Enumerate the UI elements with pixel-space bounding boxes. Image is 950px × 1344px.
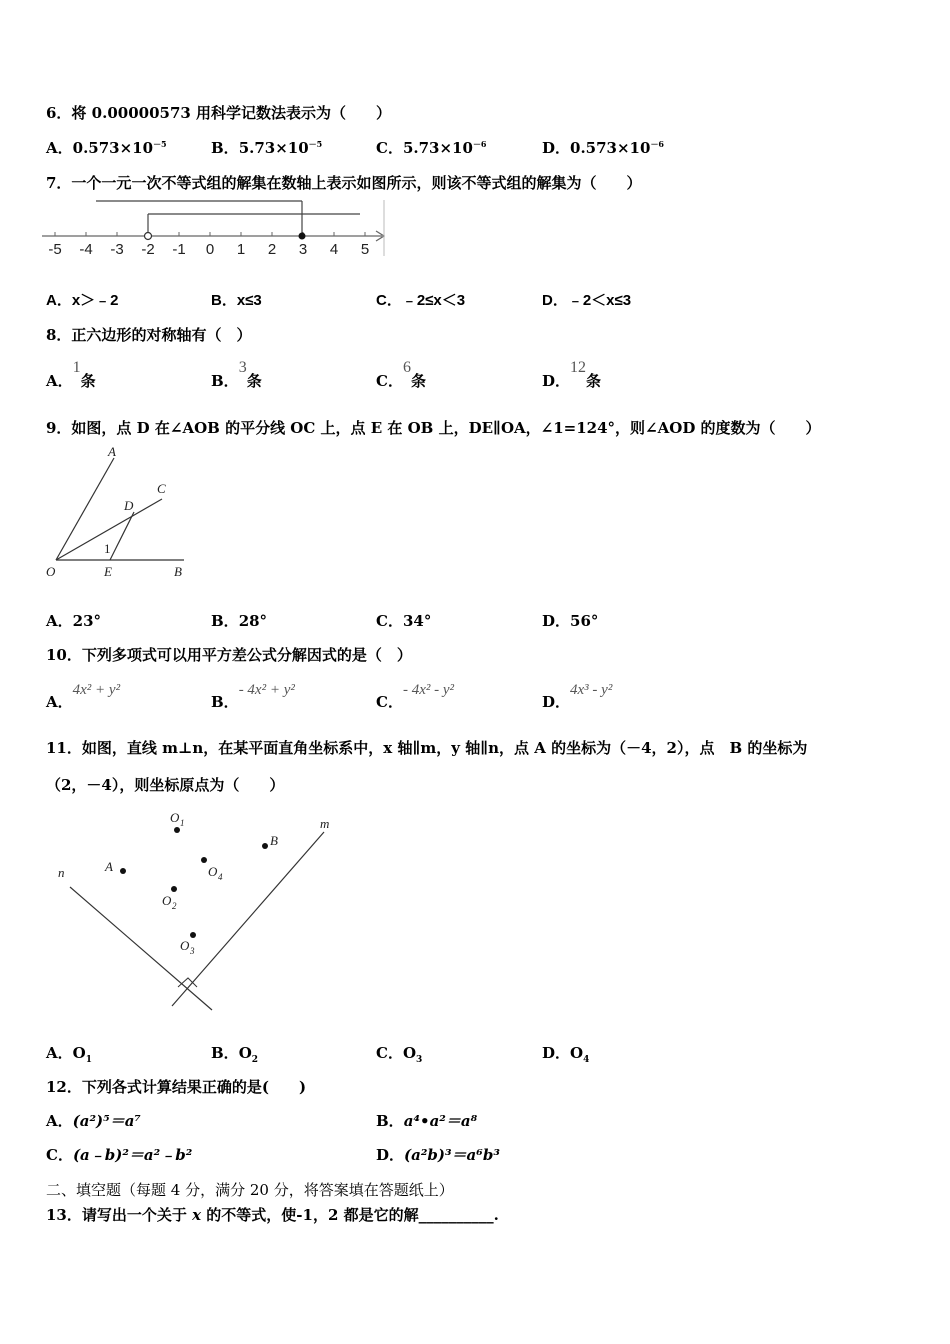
q7-stem: 7．一个一元一次不等式组的解集在数轴上表示如图所示，则该不等式组的解集为（ ） bbox=[46, 174, 642, 192]
q7-tick-label: 1 bbox=[236, 241, 246, 258]
q7-tick-label: 3 bbox=[298, 241, 308, 258]
q11-point-o3 bbox=[190, 932, 196, 938]
q11-label-a: A bbox=[105, 859, 113, 874]
q11-point-o4 bbox=[201, 857, 207, 863]
q11-stem-line2: （2，－4），则坐标原点为（ ） bbox=[46, 776, 285, 794]
q6-option-d: D．$0.573\times 10^{-6}$ bbox=[542, 139, 665, 157]
q11-point-a bbox=[120, 868, 126, 874]
q7-option-b: B．x≤3 bbox=[211, 292, 262, 309]
q9-label-1: 1 bbox=[104, 541, 111, 556]
q12-option-d: D．(a²b)³＝a⁶b³ bbox=[376, 1146, 500, 1164]
q11-label-m: m bbox=[320, 816, 330, 831]
q8-option-b: B．3条 bbox=[211, 359, 262, 390]
q10-stem: 10．下列多项式可以用平方差公式分解因式的是（ ） bbox=[46, 646, 412, 664]
q7-tick-label: -3 bbox=[110, 241, 124, 258]
q11-label-o3: O bbox=[180, 938, 190, 953]
q7-tick-label: -4 bbox=[79, 241, 93, 258]
q7-open-point bbox=[145, 233, 152, 240]
q11-label-n: n bbox=[58, 865, 65, 880]
q11-point-b bbox=[262, 843, 268, 849]
q9-label-a: A bbox=[108, 444, 116, 459]
q8-stem: 8．正六边形的对称轴有（ ） bbox=[46, 326, 252, 344]
q8-option-a: A．1条 bbox=[46, 359, 96, 390]
q11-label-o1: O bbox=[170, 810, 180, 825]
section-2-title: 二、填空题（每题 4 分，满分 20 分，将答案填在答题纸上） bbox=[46, 1181, 454, 1199]
q9-label-o: O bbox=[46, 564, 56, 579]
q12-option-a: A．(a²)⁵＝a⁷ bbox=[46, 1112, 141, 1130]
q10-option-b: B．- 4x² + y² bbox=[211, 682, 295, 711]
q7-option-c: C．﹣2≤x＜3 bbox=[376, 292, 466, 309]
q11-stem-line1: 11．如图，直线 m⊥n，在某平面直角坐标系中，x 轴∥m，y 轴∥n，点 A 的坐标为（－4，2），点 B 的坐标为 bbox=[46, 739, 808, 757]
q11-label-b: B bbox=[270, 833, 278, 848]
q11-sub-1: 1 bbox=[180, 818, 185, 828]
q11-sub-4: 4 bbox=[218, 872, 223, 882]
q11-option-d: D．$O_4$ bbox=[542, 1044, 590, 1065]
q9-option-d: D．56° bbox=[542, 612, 599, 630]
q11-option-a: A．$O_1$ bbox=[46, 1044, 92, 1065]
q7-tick-label: -2 bbox=[141, 241, 155, 258]
q6-option-c: C．$5.73\times 10^{-6}$ bbox=[376, 139, 487, 157]
q7-option-a: A．x＞﹣2 bbox=[46, 292, 119, 309]
q6-option-b: B．$5.73\times 10^{-5}$ bbox=[211, 139, 323, 157]
q13-answer-blank[interactable]: __________ bbox=[418, 1206, 494, 1224]
q8-option-d: D．12条 bbox=[542, 359, 602, 390]
q7-tick-label: 5 bbox=[360, 241, 370, 258]
q9-label-b: B bbox=[174, 564, 182, 579]
q8-option-c: C．6条 bbox=[376, 359, 426, 390]
q11-sub-3: 3 bbox=[190, 946, 195, 956]
q6-option-a: A．$0.573\times 10^{-5}$ bbox=[46, 139, 167, 157]
q13-stem: 13．请写出一个关于 x 的不等式，使-1，2 都是它的解__________. bbox=[46, 1206, 499, 1224]
q11-label-o2: O bbox=[162, 893, 172, 908]
q7-option-d: D．﹣2＜x≤3 bbox=[542, 292, 632, 309]
q9-option-c: C．34° bbox=[376, 612, 432, 630]
q11-point-o2 bbox=[171, 886, 177, 892]
q9-label-c: C bbox=[157, 481, 166, 496]
q9-label-e: E bbox=[104, 564, 112, 579]
q7-tick-label: 0 bbox=[205, 241, 215, 258]
q12-option-c: C．(a﹣b)²＝a²﹣b² bbox=[46, 1146, 193, 1164]
q9-label-d: D bbox=[124, 498, 134, 513]
q10-option-c: C．- 4x² - y² bbox=[376, 682, 455, 711]
q11-label-o4: O bbox=[208, 864, 218, 879]
q9-option-b: B．28° bbox=[211, 612, 268, 630]
q7-closed-point bbox=[299, 233, 306, 240]
q12-option-b: B．a⁴•a²＝a⁸ bbox=[376, 1112, 478, 1130]
q6-stem: 6．将 0.00000573 用科学记数法表示为（ ） bbox=[46, 104, 392, 122]
q9-stem: 9．如图，点 D 在∠AOB 的平分线 OC 上，点 E 在 OB 上，DE∥OA，∠1=124°，则∠AOD 的度数为（ ） bbox=[46, 419, 821, 437]
q11-option-b: B．$O_2$ bbox=[211, 1044, 259, 1065]
q10-option-a: A．4x² + y² bbox=[46, 682, 121, 711]
q9-angle-figure bbox=[42, 443, 192, 583]
q11-option-c: C．$O_3$ bbox=[376, 1044, 423, 1065]
q11-sub-2: 2 bbox=[172, 901, 177, 911]
q12-stem: 12．下列各式计算结果正确的是( ) bbox=[46, 1078, 307, 1096]
q7-tick-label: -1 bbox=[172, 241, 186, 258]
q10-option-d: D．4x³ - y² bbox=[542, 682, 613, 711]
q7-tick-label: 4 bbox=[329, 241, 339, 258]
q7-number-line-figure bbox=[42, 198, 387, 263]
q9-option-a: A．23° bbox=[46, 612, 102, 630]
q11-coordinate-figure bbox=[50, 810, 350, 1015]
q7-tick-label: -5 bbox=[48, 241, 62, 258]
q7-tick-label: 2 bbox=[267, 241, 277, 258]
